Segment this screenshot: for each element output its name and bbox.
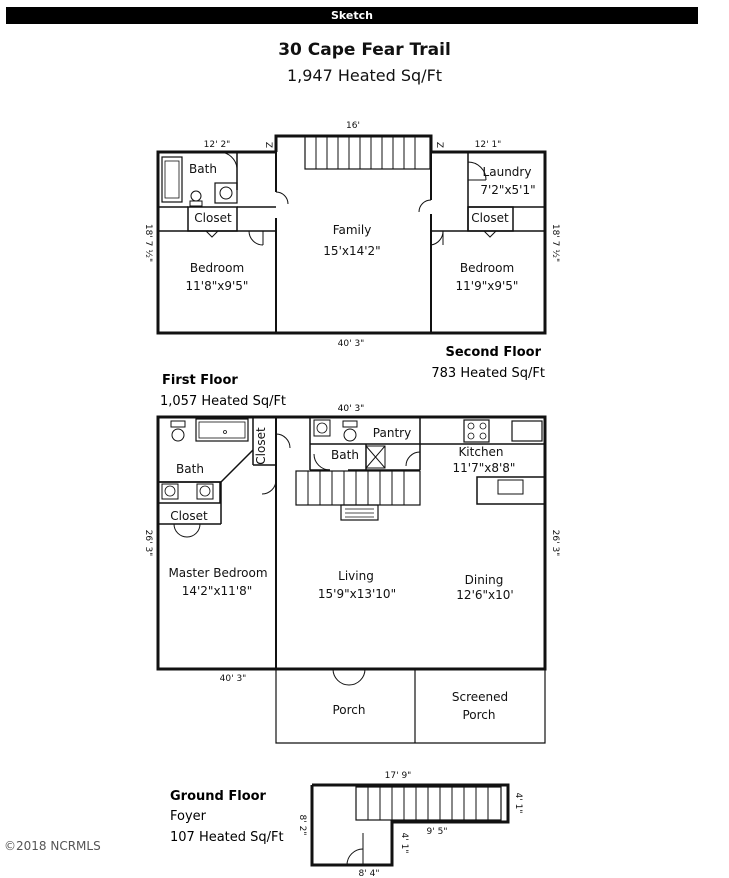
first-floor-label: First Floor	[162, 373, 238, 388]
ff-master-size: 14'2"x11'8"	[181, 584, 253, 598]
ff-dim-bottom: 40' 3"	[219, 674, 247, 684]
ff-bath-left-label: Bath	[176, 462, 204, 476]
ff-kitchen-size: 11'7"x8'8"	[452, 461, 516, 475]
ff-dim-right: 26' 3"	[550, 529, 560, 557]
ff-screened-label: Screened	[451, 690, 509, 704]
sf-dim-top-right: 12' 1"	[474, 140, 502, 150]
gf-dim-inner-v: 4' 1"	[399, 832, 409, 854]
ground-floor-room: Foyer	[170, 809, 207, 824]
ff-pantry-label: Pantry	[372, 426, 412, 440]
ground-floor-label: Ground Floor	[170, 789, 266, 804]
sf-family-size: 15'x14'2"	[323, 244, 381, 258]
sf-closet-left-label: Closet	[194, 211, 232, 225]
sf-bath-label: Bath	[189, 162, 217, 176]
header-label: Sketch	[330, 9, 373, 22]
sf-closet-right-label: Closet	[471, 211, 509, 225]
ff-porch-label: Porch	[332, 703, 366, 717]
ff-dim-top: 40' 3"	[337, 404, 365, 414]
sf-dim-right: 18' 7 ½"	[550, 223, 560, 263]
sf-laundry-label: Laundry	[482, 165, 532, 179]
ff-living-size: 15'9"x13'10"	[317, 587, 397, 601]
ground-floor-area: 107 Heated Sq/Ft	[170, 830, 284, 845]
sf-bedroom-left-label: Bedroom	[189, 261, 245, 275]
sf-dim-top-center: 16'	[346, 121, 360, 131]
ff-dining-label: Dining	[464, 573, 504, 587]
ff-kitchen-label: Kitchen	[458, 445, 504, 459]
gf-dim-bottom: 8' 4"	[358, 869, 380, 878]
sf-bedroom-right-size: 11'9"x9'5"	[455, 279, 519, 293]
second-floor-area: 783 Heated Sq/Ft	[431, 366, 545, 381]
sf-bedroom-left-size: 11'8"x9'5"	[185, 279, 249, 293]
ff-dim-left: 26' 3"	[143, 529, 153, 557]
total-heated-area: 1,947 Heated Sq/Ft	[286, 66, 443, 85]
ff-living-label: Living	[338, 569, 374, 583]
sf-dim-left: 18' 7 ½"	[143, 223, 153, 263]
ff-bath-center-label: Bath	[331, 448, 359, 462]
ff-dining-size: 12'6"x10'	[456, 588, 514, 602]
sf-family-label: Family	[332, 223, 372, 237]
sf-z-left: Z	[263, 141, 273, 149]
first-floor-area: 1,057 Heated Sq/Ft	[160, 394, 287, 409]
gf-dim-top: 17' 9"	[384, 771, 412, 781]
sf-laundry-size: 7'2"x5'1"	[480, 183, 536, 197]
copyright-watermark: ©2018 NCRMLS	[4, 839, 101, 853]
ff-closet-vertical-label: Closet	[254, 427, 268, 465]
sf-bedroom-right-label: Bedroom	[459, 261, 515, 275]
second-floor-label: Second Floor	[445, 345, 541, 360]
ff-screened-porch-label: Porch	[462, 708, 496, 722]
ff-closet-left-label: Closet	[170, 509, 208, 523]
gf-dim-right: 4' 1"	[513, 792, 523, 814]
sf-dim-top-left: 12' 2"	[203, 140, 231, 150]
gf-dim-left: 8' 2"	[297, 814, 307, 836]
sf-z-right: Z	[434, 141, 444, 149]
sf-dim-bottom: 40' 3"	[337, 339, 365, 349]
ground-floor-plan	[312, 785, 508, 865]
ff-master-label: Master Bedroom	[168, 566, 268, 580]
gf-dim-inner-h: 9' 5"	[426, 827, 448, 837]
property-address-title: 30 Cape Fear Trail	[278, 40, 451, 60]
